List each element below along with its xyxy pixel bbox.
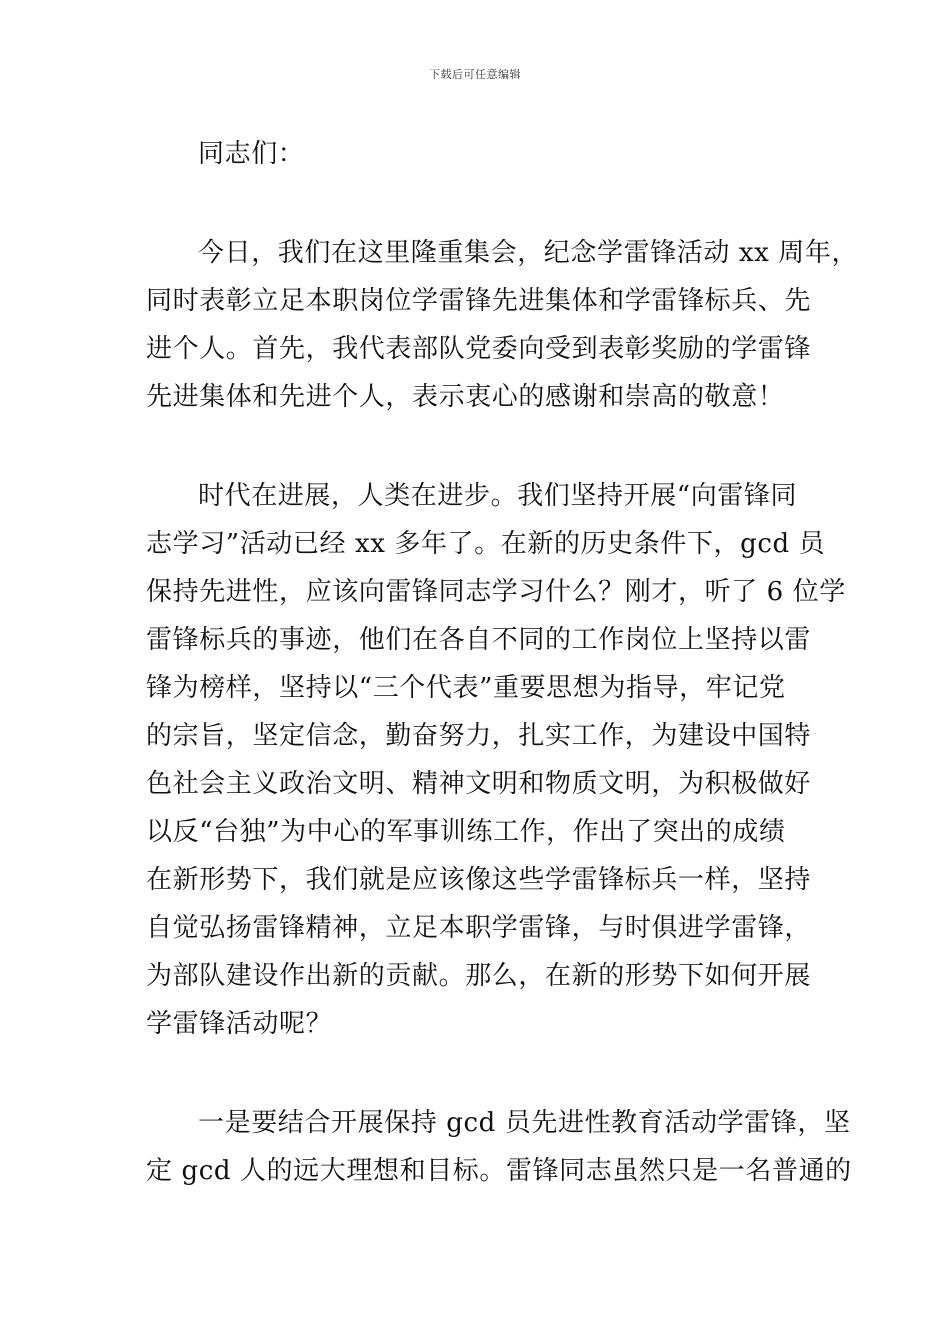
paragraph-line: 色社会主义政治文明、精神文明和物质文明，为积极做好 [146,769,812,799]
paragraph-line: 在新形势下，我们就是应该像这些学雷锋标兵一样，坚持 [146,865,812,895]
paragraph-line: 志学习”活动已经 xx 多年了。在新的历史条件下，gcd 员 [146,529,826,559]
paragraph-3 [146,1099,852,1195]
page-header: 下载后可任意编辑 [429,68,521,81]
document-body [146,130,859,1195]
paragraph-line: 自觉弘扬雷锋精神，立足本职学雷锋，与时俱进学雷锋， [146,913,812,943]
paragraph-line: 以反“台独”为中心的军事训练工作，作出了突出的成绩 [146,817,786,847]
paragraph-line: 进个人。首先，我代表部队党委向受到表彰奖励的学雷锋 [146,334,812,364]
paragraph-line: 雷锋标兵的事迹，他们在各自不同的工作岗位上坚持以雷 [146,625,812,655]
paragraph-line: 的宗旨，坚定信念，勤奋努力，扎实工作，为建设中国特 [146,721,812,751]
paragraph-line: 先进集体和先进个人，表示衷心的感谢和崇高的敬意！ [146,382,785,412]
paragraph-line: 保持先进性，应该向雷锋同志学习什么？刚才，听了 6 位学 [146,577,846,607]
paragraph-spacer [146,421,818,472]
paragraph-1 [146,229,859,421]
paragraph-spacer [146,178,818,229]
paragraph-line: 学雷锋活动呢？ [146,1009,333,1039]
paragraph-line: 一是要结合开展保持 gcd 员先进性教育活动学雷锋，坚 [198,1108,851,1138]
paragraph-line: 时代在进展，人类在进步。我们坚持开展“向雷锋同 [198,481,798,511]
paragraph-spacer [146,1048,818,1099]
salutation: 同志们： [198,139,305,169]
paragraph-line: 同时表彰立足本职岗位学雷锋先进集体和学雷锋标兵、先 [146,286,812,316]
paragraph-line: 定 gcd 人的远大理想和目标。雷锋同志虽然只是一名普通的 [146,1156,852,1186]
paragraph-2 [146,472,846,1048]
paragraph-line: 锋为榜样，坚持以“三个代表”重要思想为指导，牢记党 [146,673,786,703]
paragraph-line: 为部队建设作出新的贡献。那么，在新的形势下如何开展 [146,961,812,991]
paragraph-line: 今日，我们在这里隆重集会，纪念学雷锋活动 xx 周年， [198,238,859,268]
